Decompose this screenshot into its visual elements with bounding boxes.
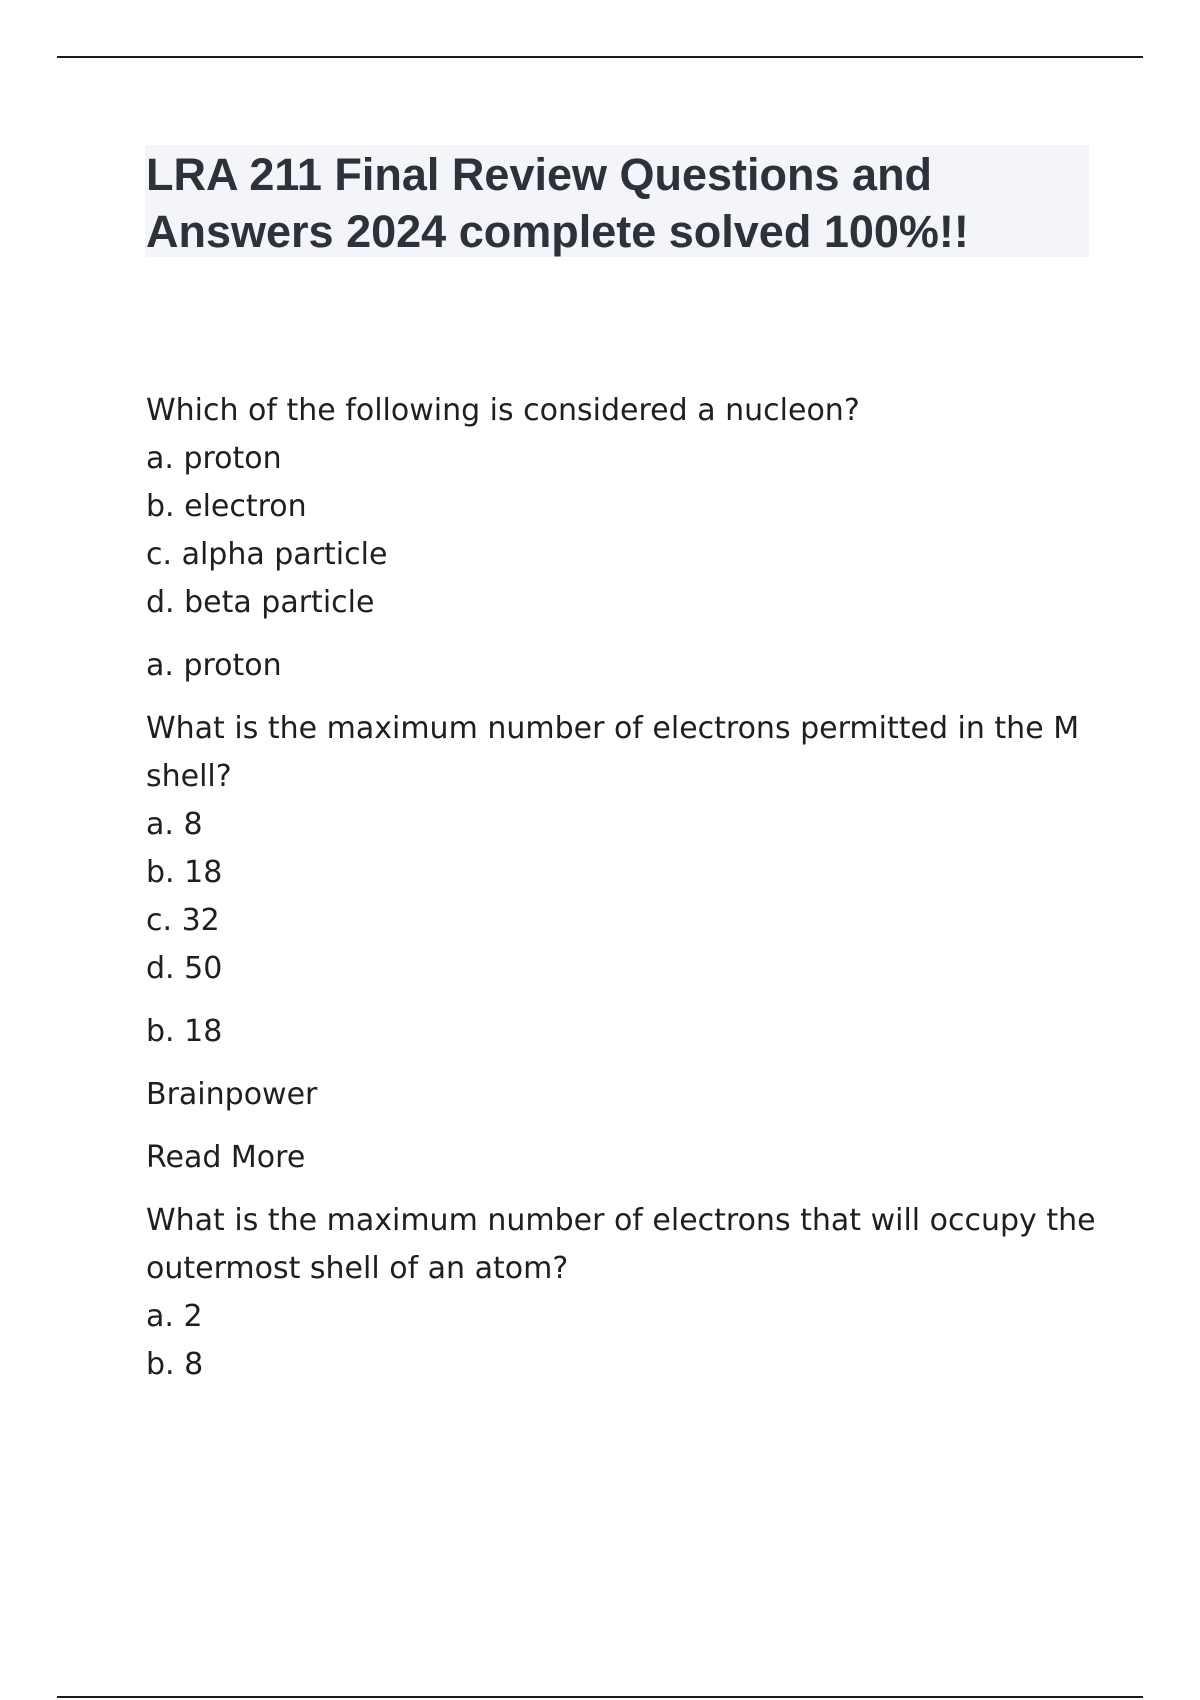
document-body bbox=[146, 387, 1096, 1404]
question-text: What is the maximum number of electrons that will occupy the outermost shell of an atom? bbox=[146, 1203, 1096, 1286]
bottom-rule bbox=[57, 1696, 1143, 1698]
question-block-1 bbox=[146, 387, 1096, 627]
option-item: d. beta particle bbox=[146, 585, 375, 620]
document-title: LRA 211 Final Review Questions and Answers 2024 complete solved 100%!! bbox=[146, 149, 969, 257]
option-item: a. 8 bbox=[146, 807, 203, 842]
option-item: b. 8 bbox=[146, 1347, 204, 1382]
option-item: a. 2 bbox=[146, 1299, 203, 1334]
question-text: Which of the following is considered a nucleon? bbox=[146, 393, 860, 428]
question-text: What is the maximum number of electrons permitted in the M shell? bbox=[146, 711, 1080, 794]
brainpower-label: Brainpower bbox=[146, 1077, 318, 1112]
option-item: c. alpha particle bbox=[146, 537, 388, 572]
option-item: b. 18 bbox=[146, 855, 223, 890]
option-item: a. proton bbox=[146, 441, 282, 476]
answer-text: b. 18 bbox=[146, 1014, 223, 1049]
answer-text: a. proton bbox=[146, 648, 282, 683]
read-more-link[interactable]: Read More bbox=[146, 1140, 306, 1175]
option-item: b. electron bbox=[146, 489, 307, 524]
question-block-3 bbox=[146, 1197, 1096, 1389]
question-block-2 bbox=[146, 705, 1096, 993]
option-item: d. 50 bbox=[146, 951, 223, 986]
option-item: c. 32 bbox=[146, 903, 220, 938]
top-rule bbox=[57, 56, 1143, 58]
